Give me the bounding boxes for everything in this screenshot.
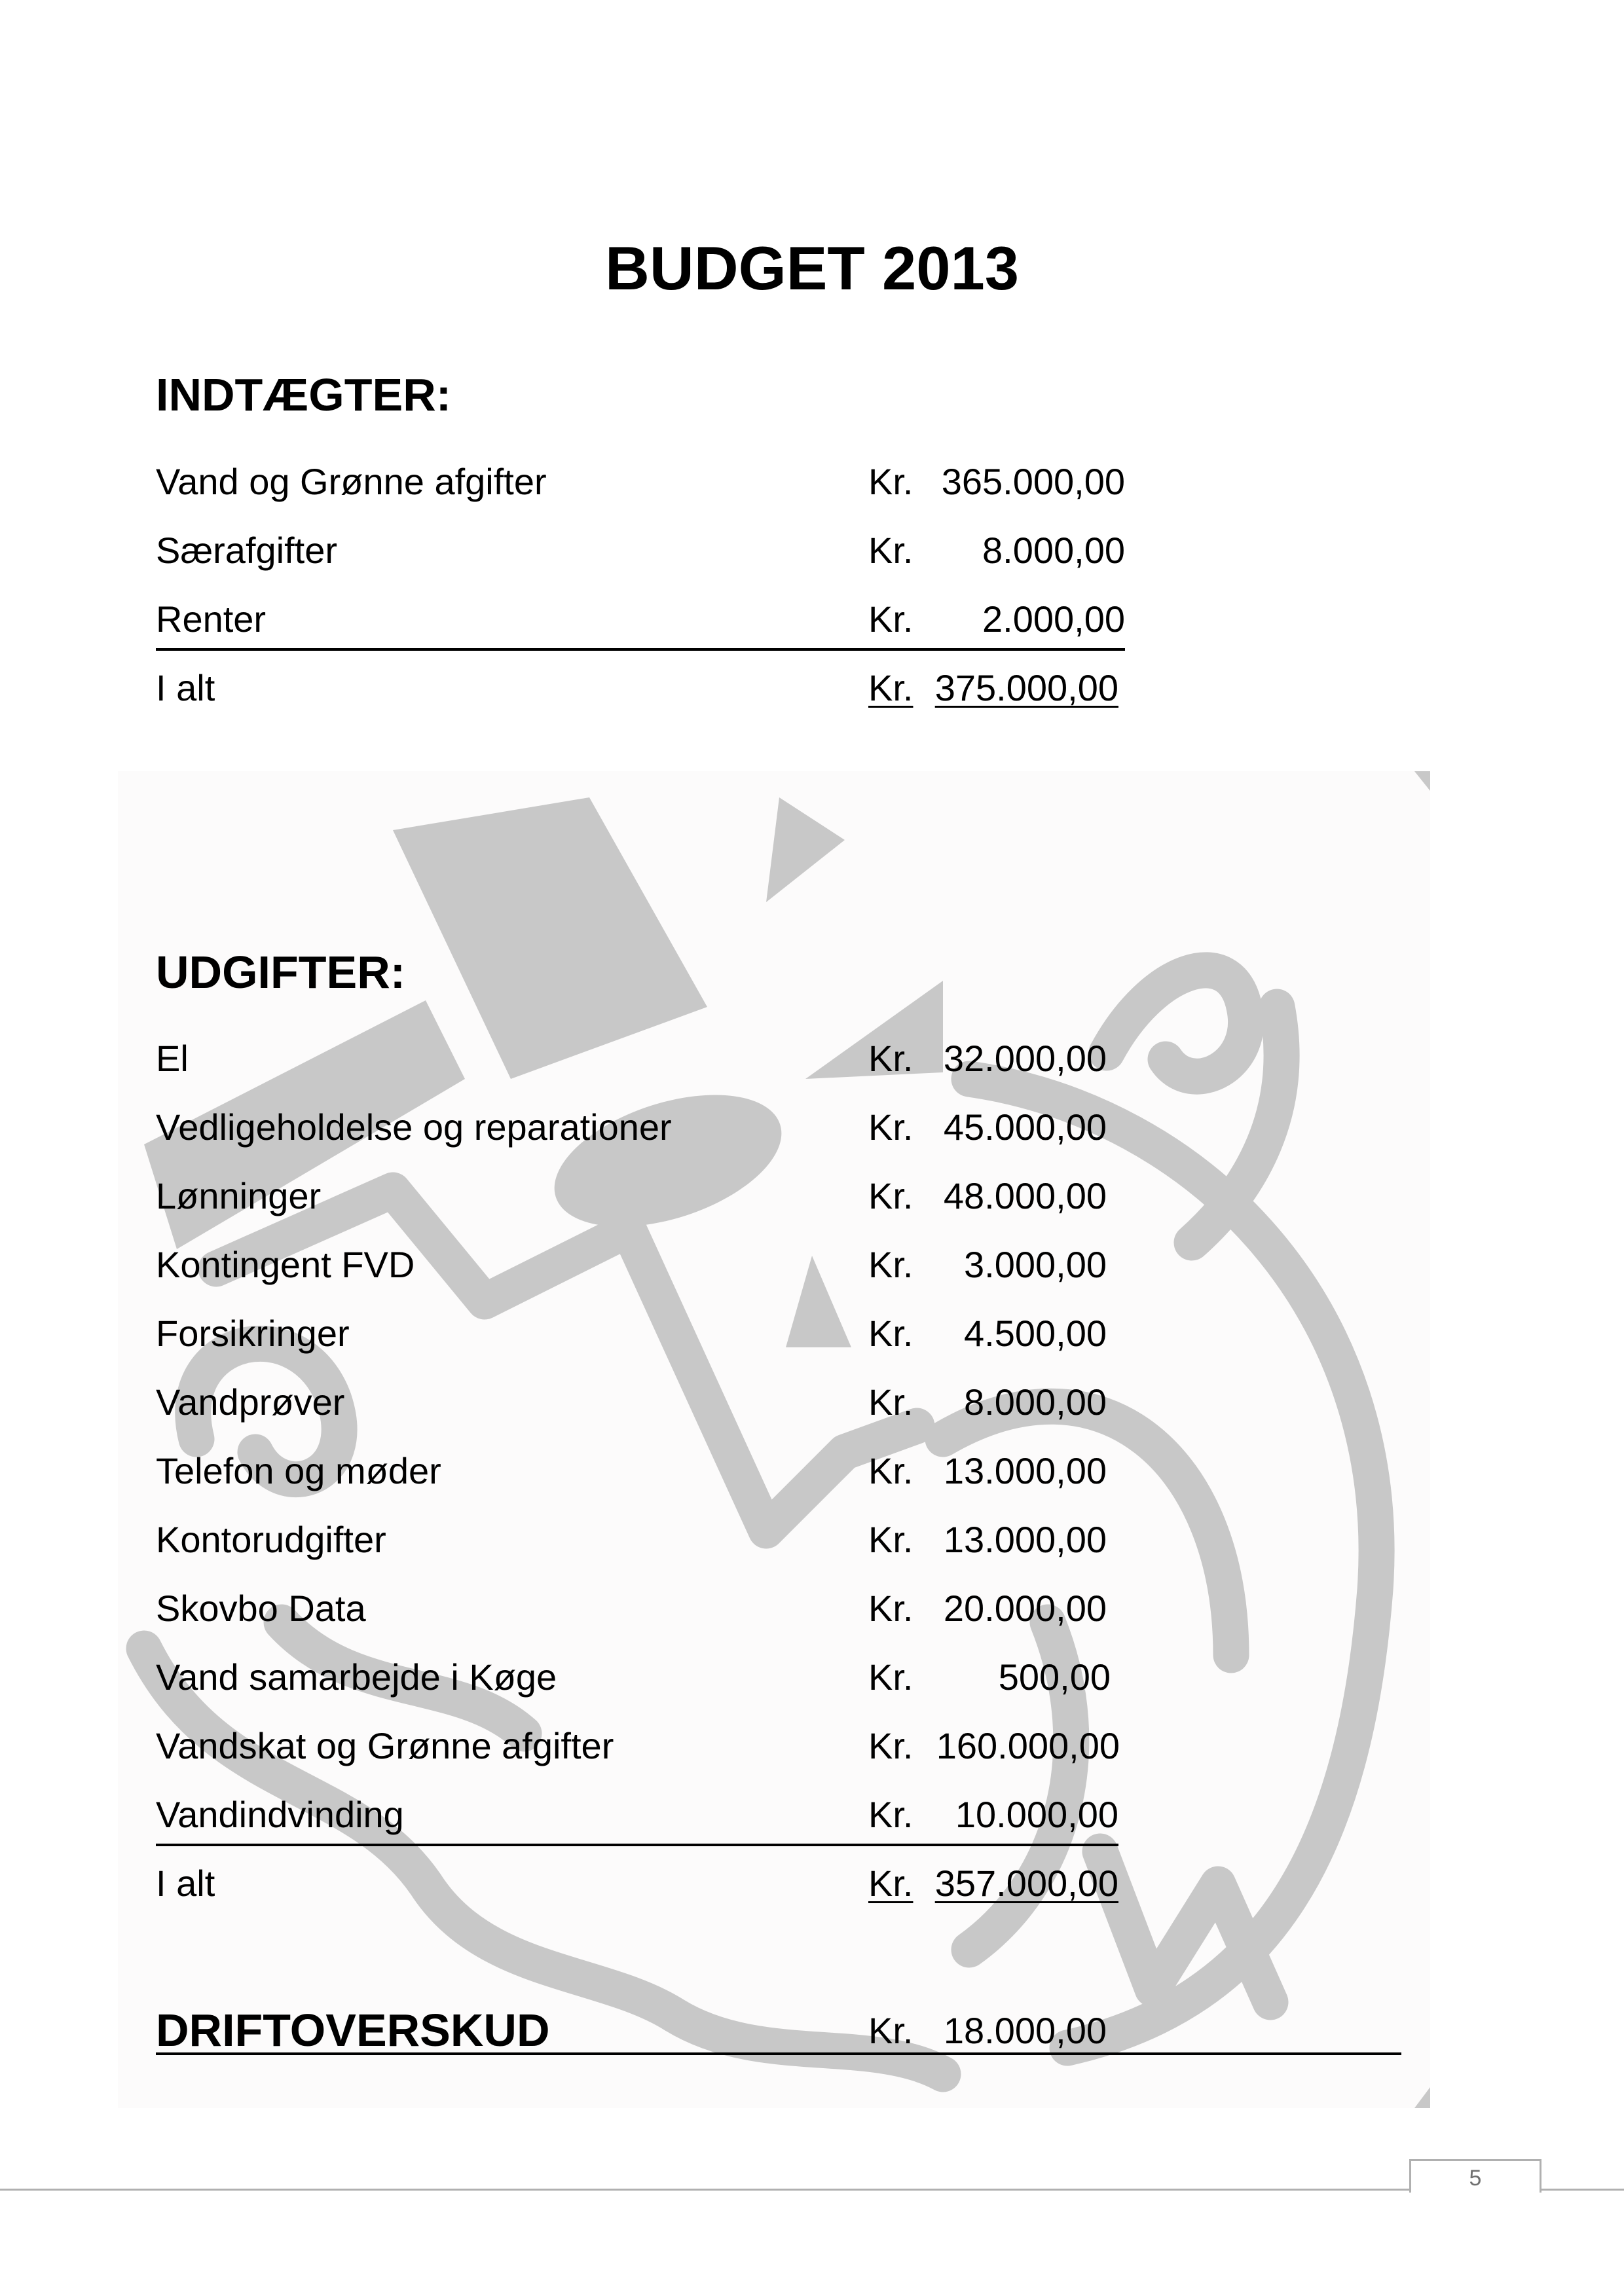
row-currency: Kr. (868, 1519, 913, 1560)
row-label: Kontorudgifter (156, 1519, 386, 1560)
row-currency: Kr. (868, 1794, 913, 1835)
surplus-underline (156, 2052, 1401, 2055)
expense-row (156, 1236, 1107, 1294)
row-amount: 48.000,00 (943, 1175, 1107, 1216)
row-label: Vand samarbejde i Køge (156, 1656, 557, 1698)
row-amount: 13.000,00 (943, 1450, 1107, 1491)
row-currency: Kr. (868, 1106, 913, 1148)
page-title: BUDGET 2013 (604, 234, 1020, 302)
total-label: I alt (156, 1863, 215, 1904)
expense-row (156, 1717, 1120, 1775)
row-label: Vandindvinding (156, 1794, 404, 1835)
total-label: I alt (156, 667, 215, 708)
row-currency: Kr. (868, 1450, 913, 1491)
row-label: Renter (156, 598, 267, 640)
row-amount: 8.000,00 (982, 530, 1125, 571)
row-currency: Kr. (868, 1656, 913, 1698)
row-label: Lønninger (156, 1175, 322, 1216)
row-currency: Kr. (868, 1381, 913, 1423)
total-amount: 357.000,00 (934, 1863, 1118, 1904)
expense-row (156, 1442, 1107, 1500)
expense-row (156, 1167, 1107, 1225)
row-amount: 3.000,00 (964, 1244, 1107, 1285)
surplus-currency: Kr. (868, 2010, 913, 2051)
row-amount: 8.000,00 (964, 1381, 1107, 1423)
income-row (156, 591, 1125, 651)
row-label: El (156, 1038, 189, 1079)
row-label: Skovbo Data (156, 1588, 366, 1629)
expense-row (156, 1580, 1107, 1637)
total-currency: Kr. (868, 1863, 913, 1904)
row-currency: Kr. (868, 530, 913, 571)
row-label: Kontingent FVD (156, 1244, 415, 1285)
row-amount: 45.000,00 (943, 1106, 1107, 1148)
expense-total-row (156, 1855, 1118, 1912)
row-label: Forsikringer (156, 1313, 350, 1354)
expenses-heading: UDGIFTER: (156, 947, 406, 998)
row-amount: 10.000,00 (955, 1794, 1118, 1835)
row-amount: 2.000,00 (982, 598, 1125, 640)
expense-row (156, 1305, 1107, 1362)
expense-row (156, 1786, 1118, 1846)
row-amount: 4.500,00 (964, 1313, 1107, 1354)
income-row (156, 453, 1125, 511)
row-amount: 20.000,00 (943, 1588, 1107, 1629)
row-amount: 365.000,00 (941, 461, 1125, 502)
row-amount: 160.000,00 (936, 1725, 1120, 1766)
row-label: Vandskat og Grønne afgifter (156, 1725, 614, 1766)
row-label: Vand og Grønne afgifter (156, 461, 547, 502)
row-currency: Kr. (868, 461, 913, 502)
income-heading: INDTÆGTER: (156, 369, 452, 420)
row-currency: Kr. (868, 1244, 913, 1285)
total-amount: 375.000,00 (934, 667, 1118, 708)
row-currency: Kr. (868, 1313, 913, 1354)
row-currency: Kr. (868, 598, 913, 640)
row-currency: Kr. (868, 1725, 913, 1766)
surplus-value-row (156, 2002, 1107, 2060)
row-amount: 13.000,00 (943, 1519, 1107, 1560)
page-number: 5 (1409, 2159, 1541, 2193)
row-label: Vedligeholdelse og reparationer (156, 1106, 672, 1148)
expense-row (156, 1511, 1107, 1569)
expense-row (156, 1374, 1107, 1431)
row-currency: Kr. (868, 1588, 913, 1629)
row-amount: 32.000,00 (943, 1038, 1107, 1079)
footer-rule (0, 2189, 1624, 2191)
row-label: Vandprøver (156, 1381, 345, 1423)
total-currency: Kr. (868, 667, 913, 708)
row-amount: 500,00 (998, 1656, 1111, 1698)
row-label: Særafgifter (156, 530, 337, 571)
surplus-label: DRIFTOVERSKUD (156, 2005, 550, 2056)
surplus-amount: 18.000,00 (943, 2010, 1107, 2051)
row-currency: Kr. (868, 1175, 913, 1216)
row-currency: Kr. (868, 1038, 913, 1079)
expense-row (156, 1649, 1111, 1706)
row-label: Telefon og møder (156, 1450, 441, 1491)
income-total-row (156, 659, 1118, 717)
expense-row (156, 1030, 1107, 1087)
expense-row (156, 1099, 1107, 1156)
income-row (156, 522, 1125, 579)
